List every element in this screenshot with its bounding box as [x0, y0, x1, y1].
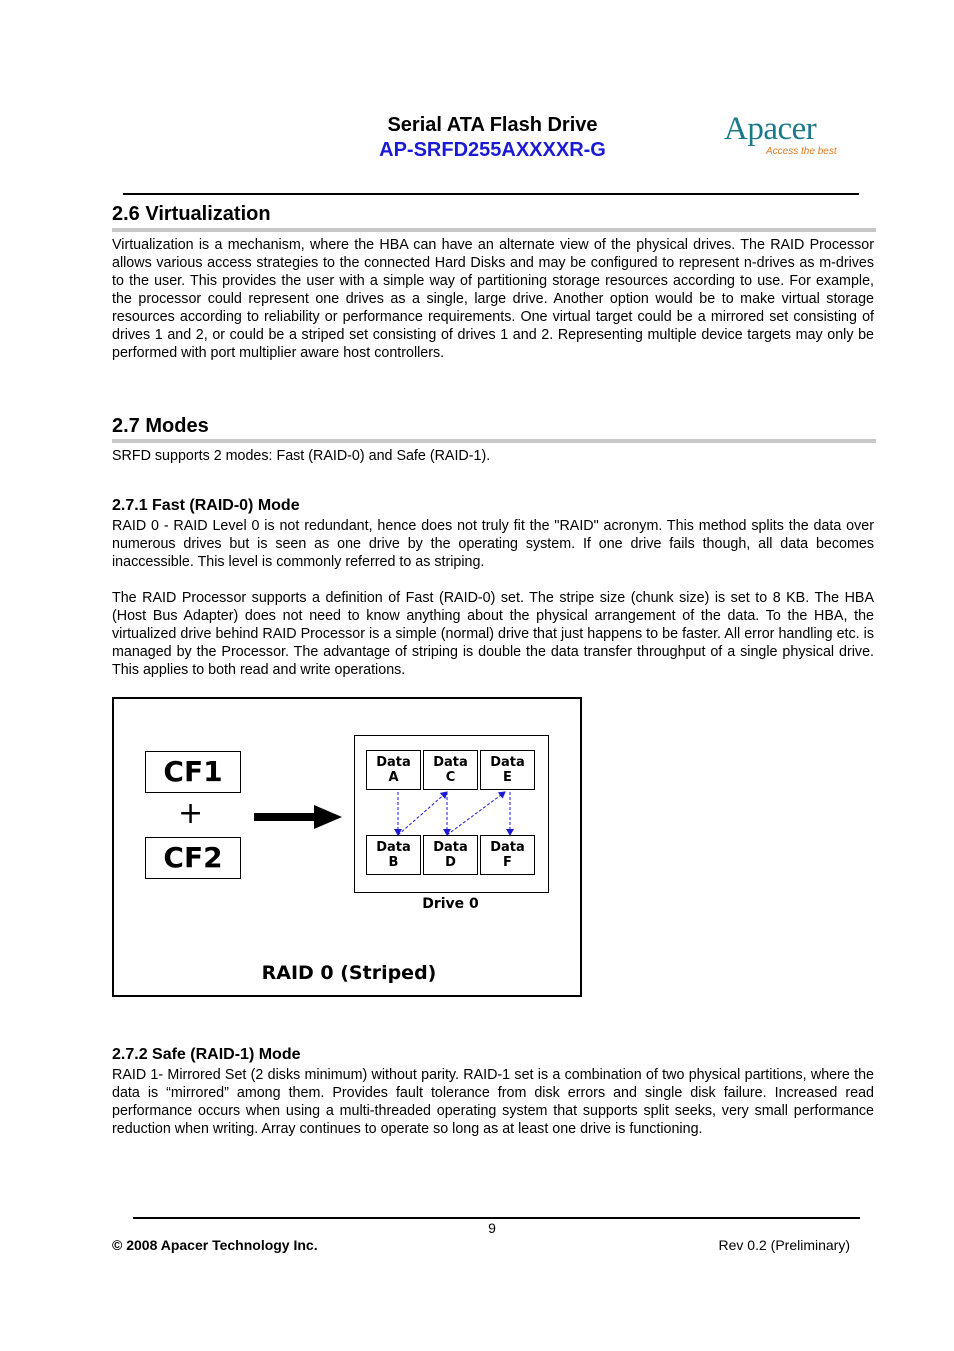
logo-wordmark: Apacer: [724, 111, 817, 147]
data-block-letter: A: [388, 770, 399, 785]
right-arrow-icon: [254, 805, 342, 829]
modes-paragraph: SRFD supports 2 modes: Fast (RAID-0) and Safe (RAID-1).: [112, 448, 491, 464]
logo-tagline: Access the best: [766, 146, 837, 157]
virtualization-paragraph: Virtualization is a mechanism, where the HBA can have an alternate view of the physical drives. The RAID Processor allows various access strategies to the connected Hard Disks and may be configured to represent n-drives as m-drives to the user. This provides the user with a simple way of partitioning storage resources according to use. For example, the processor could represent one drives as a single, large drive. Another option would be to make virtual storage resources according to reliability or performance requirements. One virtual target could be a mirrored set consisting of drives 1 and 2, or could be a striped set consisting of drives 1 and 2. Representing multiple device targets may only be performed with port multiplier aware host controllers.: [112, 237, 874, 361]
data-block-letter: D: [445, 855, 456, 870]
data-block-letter: E: [503, 770, 512, 785]
header-divider: [123, 193, 859, 195]
data-block-letter: F: [503, 855, 512, 870]
fast-mode-paragraph-1: RAID 0 - RAID Level 0 is not redundant, hence does not truly fit the "RAID" acronym. This method splits the data over numerous drives but is seen as one drive by the operating system. If one drive fails though, all data becomes inaccessible. This level is commonly referred to as striping.: [112, 518, 874, 570]
safe-mode-paragraph: RAID 1- Mirrored Set (2 disks minimum) without parity. RAID-1 set is a combination of two physical partitions, where the data is “mirrored” among them. Provides fault tolerance from disk errors and single disk failure. Increased read performance occurs when using a multi-threaded operating system that supports split seeks, very small performance reduction when writing. Array continues to operate so long as at least one drive is functioning.: [112, 1067, 874, 1137]
raid0-diagram: [112, 697, 582, 997]
data-block-d: [423, 835, 478, 875]
data-block-e: [480, 750, 535, 790]
drive-0-label: Drive 0: [422, 896, 479, 912]
product-model: AP-SRFD255AXXXXR-G: [379, 139, 606, 161]
revision-label: Rev 0.2 (Preliminary): [718, 1237, 850, 1253]
plus-sign: +: [178, 796, 204, 831]
data-block-letter: B: [388, 855, 399, 870]
cf1-box: CF1: [145, 751, 241, 793]
data-block-a: [366, 750, 421, 790]
heading-underline: [112, 439, 876, 443]
data-block-label: Data: [433, 755, 468, 770]
figure-caption: RAID 0 (Striped): [261, 962, 437, 984]
footer-divider: [133, 1217, 860, 1219]
data-block-c: [423, 750, 478, 790]
heading-fast-mode: 2.7.1 Fast (RAID-0) Mode: [112, 497, 300, 514]
document-title: Serial ATA Flash Drive: [387, 114, 598, 136]
heading-underline: [112, 228, 876, 232]
cf2-box: CF2: [145, 837, 241, 879]
data-block-label: Data: [376, 840, 411, 855]
data-block-label: Data: [490, 755, 525, 770]
data-block-label: Data: [490, 840, 525, 855]
data-block-b: [366, 835, 421, 875]
data-block-label: Data: [433, 840, 468, 855]
data-block-letter: C: [445, 770, 456, 785]
heading-safe-mode: 2.7.2 Safe (RAID-1) Mode: [112, 1046, 301, 1063]
copyright-notice: © 2008 Apacer Technology Inc.: [112, 1237, 318, 1253]
data-block-label: Data: [376, 755, 411, 770]
apacer-logo: [724, 112, 864, 162]
data-block-f: [480, 835, 535, 875]
drive-0-container: [354, 735, 549, 893]
fast-mode-paragraph-2: The RAID Processor supports a definition of Fast (RAID-0) set. The stripe size (chunk size) is set to 8 KB. The HBA (Host Bus Adapter) does not need to know anything about the physical arrangement of the data. To the HBA, the virtualized drive behind RAID Processor is a simple (normal) drive that just happens to be faster. All error handling etc. is managed by the Processor. The advantage of striping is double the data transfer throughput of a single physical drive. This applies to both read and write operations.: [112, 590, 874, 678]
page-number: 9: [488, 1220, 496, 1236]
heading-modes: 2.7 Modes: [112, 415, 209, 437]
heading-virtualization: 2.6 Virtualization: [112, 203, 271, 225]
